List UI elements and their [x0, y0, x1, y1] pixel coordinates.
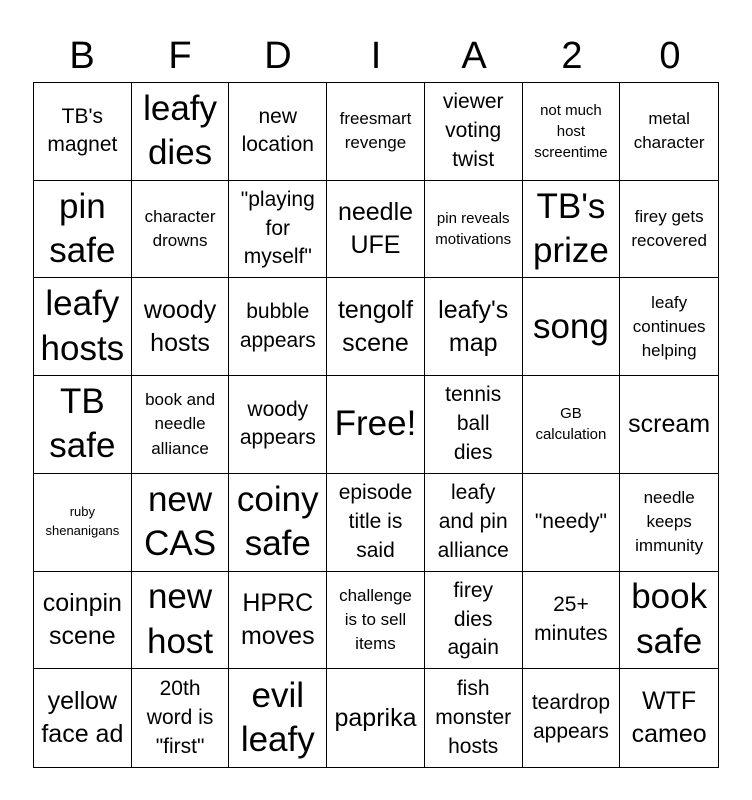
header-letter-7: 0: [659, 35, 681, 77]
bingo-cell[interactable]: new location: [229, 83, 327, 181]
header-letter-5: A: [461, 35, 487, 77]
bingo-cell[interactable]: leafy and pin alliance: [425, 474, 523, 572]
bingo-cell[interactable]: woody hosts: [132, 278, 230, 376]
bingo-cell[interactable]: firey dies again: [425, 572, 523, 670]
bingo-cell[interactable]: woody appears: [229, 376, 327, 474]
bingo-cell[interactable]: ruby shenanigans: [34, 474, 132, 572]
bingo-cell[interactable]: new host: [132, 572, 230, 670]
bingo-cell[interactable]: 20th word is "first": [132, 669, 230, 767]
bingo-cell[interactable]: episode title is said: [327, 474, 425, 572]
bingo-cell[interactable]: bubble appears: [229, 278, 327, 376]
header-letter-1: B: [69, 35, 95, 77]
bingo-cell[interactable]: "playing for myself": [229, 181, 327, 279]
bingo-cell[interactable]: challenge is to sell items: [327, 572, 425, 670]
bingo-cell[interactable]: tennis ball dies: [425, 376, 523, 474]
bingo-cell[interactable]: book safe: [620, 572, 718, 670]
bingo-cell[interactable]: character drowns: [132, 181, 230, 279]
bingo-header: [33, 30, 719, 82]
header-letter-2: F: [168, 35, 192, 77]
bingo-cell[interactable]: needle keeps immunity: [620, 474, 718, 572]
bingo-cell[interactable]: song: [523, 278, 621, 376]
bingo-cell[interactable]: yellow face ad: [34, 669, 132, 767]
header-letter-6: 2: [561, 35, 583, 77]
bingo-cell[interactable]: tengolf scene: [327, 278, 425, 376]
bingo-cell[interactable]: fish monster hosts: [425, 669, 523, 767]
bingo-cell[interactable]: leafy's map: [425, 278, 523, 376]
bingo-cell[interactable]: leafy hosts: [34, 278, 132, 376]
bingo-cell[interactable]: pin reveals motivations: [425, 181, 523, 279]
bingo-cell[interactable]: metal character: [620, 83, 718, 181]
bingo-cell[interactable]: viewer voting twist: [425, 83, 523, 181]
bingo-cell[interactable]: leafy continues helping: [620, 278, 718, 376]
header-letter-3: D: [264, 35, 292, 77]
bingo-cell[interactable]: scream: [620, 376, 718, 474]
bingo-cell[interactable]: firey gets recovered: [620, 181, 718, 279]
bingo-cell[interactable]: new CAS: [132, 474, 230, 572]
bingo-cell[interactable]: not much host screentime: [523, 83, 621, 181]
bingo-cell[interactable]: "needy": [523, 474, 621, 572]
bingo-cell[interactable]: book and needle alliance: [132, 376, 230, 474]
bingo-cell[interactable]: pin safe: [34, 181, 132, 279]
bingo-cell[interactable]: TB's magnet: [34, 83, 132, 181]
bingo-cell[interactable]: teardrop appears: [523, 669, 621, 767]
bingo-cell[interactable]: coiny safe: [229, 474, 327, 572]
bingo-cell[interactable]: needle UFE: [327, 181, 425, 279]
bingo-cell[interactable]: TB safe: [34, 376, 132, 474]
header-letter-4: I: [370, 35, 382, 77]
bingo-cell[interactable]: HPRC moves: [229, 572, 327, 670]
bingo-cell[interactable]: 25+ minutes: [523, 572, 621, 670]
bingo-cell[interactable]: coinpin scene: [34, 572, 132, 670]
bingo-cell[interactable]: leafy dies: [132, 83, 230, 181]
bingo-cell[interactable]: paprika: [327, 669, 425, 767]
bingo-board: [33, 82, 719, 768]
bingo-cell[interactable]: GB calculation: [523, 376, 621, 474]
bingo-cell[interactable]: freesmart revenge: [327, 83, 425, 181]
bingo-cell[interactable]: evil leafy: [229, 669, 327, 767]
bingo-cell[interactable]: WTF cameo: [631, 686, 707, 749]
bingo-cell[interactable]: TB's prize: [523, 181, 621, 279]
free-space-cell[interactable]: Free!: [327, 376, 425, 474]
